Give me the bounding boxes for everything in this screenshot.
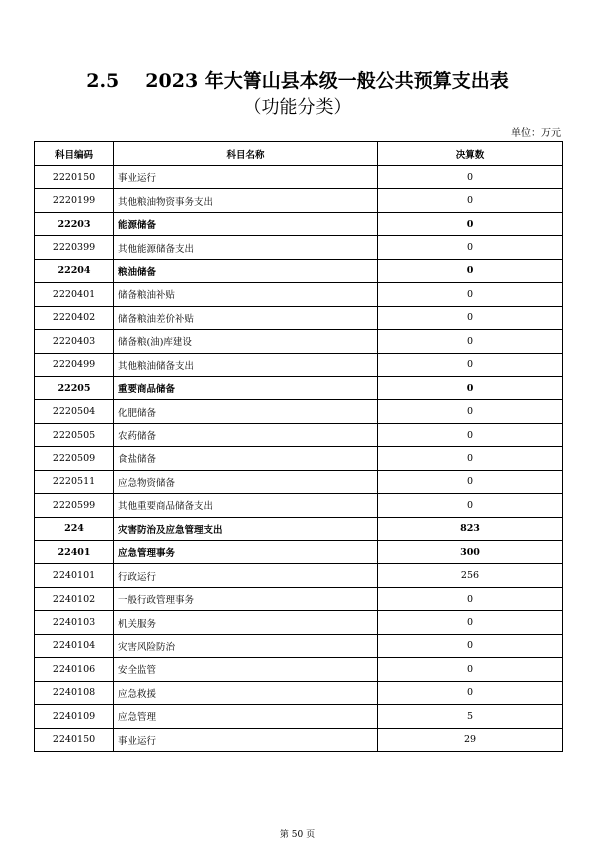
table-row: [35, 658, 563, 681]
row-name: 农药储备: [114, 423, 378, 446]
row-value: 300: [378, 541, 563, 564]
row-code: 2240150: [35, 728, 114, 751]
row-code: 2220403: [35, 330, 114, 353]
unit-label: 单位：万元: [511, 128, 561, 139]
row-value: 0: [378, 330, 563, 353]
row-code: 2220504: [35, 400, 114, 423]
table-body: [35, 166, 563, 752]
row-name: 机关服务: [114, 611, 378, 634]
row-code: 2220599: [35, 494, 114, 517]
row-name: 储备粮油补贴: [114, 283, 378, 306]
table-row: [35, 189, 563, 212]
row-value: 0: [378, 587, 563, 610]
row-code: 2220505: [35, 423, 114, 446]
row-value: 0: [378, 212, 563, 235]
row-code: 22203: [35, 212, 114, 235]
row-name: 其他重要商品储备支出: [114, 494, 378, 517]
title-main: 2023 年大箐山县本级一般公共预算支出表: [145, 70, 509, 92]
table-row: [35, 283, 563, 306]
row-name: 应急救援: [114, 681, 378, 704]
table-row: [35, 212, 563, 235]
row-value: 0: [378, 236, 563, 259]
row-value: 256: [378, 564, 563, 587]
row-code: 2220511: [35, 470, 114, 493]
row-code: 2220401: [35, 283, 114, 306]
row-name: 一般行政管理事务: [114, 587, 378, 610]
row-value: 0: [378, 634, 563, 657]
table-row: [35, 236, 563, 259]
table-row: [35, 166, 563, 189]
row-value: 0: [378, 470, 563, 493]
row-name: 事业运行: [114, 728, 378, 751]
row-code: 2220402: [35, 306, 114, 329]
section-number: 2.5: [86, 70, 120, 92]
budget-table: [34, 141, 563, 752]
row-value: 5: [378, 705, 563, 728]
table-row: [35, 611, 563, 634]
table-row: [35, 634, 563, 657]
table-row: [35, 564, 563, 587]
row-value: 29: [378, 728, 563, 751]
row-code: 2220199: [35, 189, 114, 212]
row-name: 能源储备: [114, 212, 378, 235]
row-name: 其他能源储备支出: [114, 236, 378, 259]
row-name: 化肥储备: [114, 400, 378, 423]
table-row: [35, 728, 563, 751]
row-name: 应急管理: [114, 705, 378, 728]
table-row: [35, 376, 563, 399]
row-value: 0: [378, 283, 563, 306]
row-name: 应急物资储备: [114, 470, 378, 493]
page-subtitle: （功能分类）: [243, 97, 352, 118]
row-name: 应急管理事务: [114, 541, 378, 564]
table-row: [35, 259, 563, 282]
row-code: 2240102: [35, 587, 114, 610]
row-value: 823: [378, 517, 563, 540]
row-code: 2240106: [35, 658, 114, 681]
row-value: 0: [378, 259, 563, 282]
row-name: 储备粮(油)库建设: [114, 330, 378, 353]
table-row: [35, 587, 563, 610]
row-name: 行政运行: [114, 564, 378, 587]
row-name: 粮油储备: [114, 259, 378, 282]
table-row: [35, 423, 563, 446]
row-code: 2240101: [35, 564, 114, 587]
row-value: 0: [378, 189, 563, 212]
header-value: 决算数: [378, 142, 563, 166]
table-row: [35, 470, 563, 493]
row-value: 0: [378, 400, 563, 423]
table-row: [35, 400, 563, 423]
row-name: 灾害防治及应急管理支出: [114, 517, 378, 540]
table-row: [35, 330, 563, 353]
row-code: 2220399: [35, 236, 114, 259]
row-value: 0: [378, 423, 563, 446]
table-row: [35, 353, 563, 376]
table-row: [35, 705, 563, 728]
row-name: 储备粮油差价补贴: [114, 306, 378, 329]
row-code: 2240104: [35, 634, 114, 657]
row-code: 224: [35, 517, 114, 540]
row-name: 安全监管: [114, 658, 378, 681]
row-value: 0: [378, 376, 563, 399]
table-row: [35, 306, 563, 329]
row-code: 2240108: [35, 681, 114, 704]
row-code: 2220509: [35, 447, 114, 470]
table-row: [35, 681, 563, 704]
row-name: 其他粮油储备支出: [114, 353, 378, 376]
table-row: [35, 517, 563, 540]
row-code: 22401: [35, 541, 114, 564]
row-value: 0: [378, 306, 563, 329]
row-name: 食盐储备: [114, 447, 378, 470]
table-header-row: [35, 142, 563, 166]
row-code: 22205: [35, 376, 114, 399]
row-value: 0: [378, 353, 563, 376]
row-name: 事业运行: [114, 166, 378, 189]
row-value: 0: [378, 447, 563, 470]
table-row: [35, 447, 563, 470]
row-value: 0: [378, 494, 563, 517]
header-name: 科目名称: [114, 142, 378, 166]
row-name: 其他粮油物资事务支出: [114, 189, 378, 212]
row-value: 0: [378, 681, 563, 704]
header-code: 科目编码: [35, 142, 114, 166]
row-code: 2240103: [35, 611, 114, 634]
row-name: 重要商品储备: [114, 376, 378, 399]
row-value: 0: [378, 611, 563, 634]
row-value: 0: [378, 658, 563, 681]
row-name: 灾害风险防治: [114, 634, 378, 657]
page-number: 第 50 页: [279, 830, 316, 840]
page-title: [0, 66, 595, 93]
row-code: 2220150: [35, 166, 114, 189]
row-code: 2220499: [35, 353, 114, 376]
table-row: [35, 541, 563, 564]
row-code: 22204: [35, 259, 114, 282]
row-value: 0: [378, 166, 563, 189]
row-code: 2240109: [35, 705, 114, 728]
table-row: [35, 494, 563, 517]
